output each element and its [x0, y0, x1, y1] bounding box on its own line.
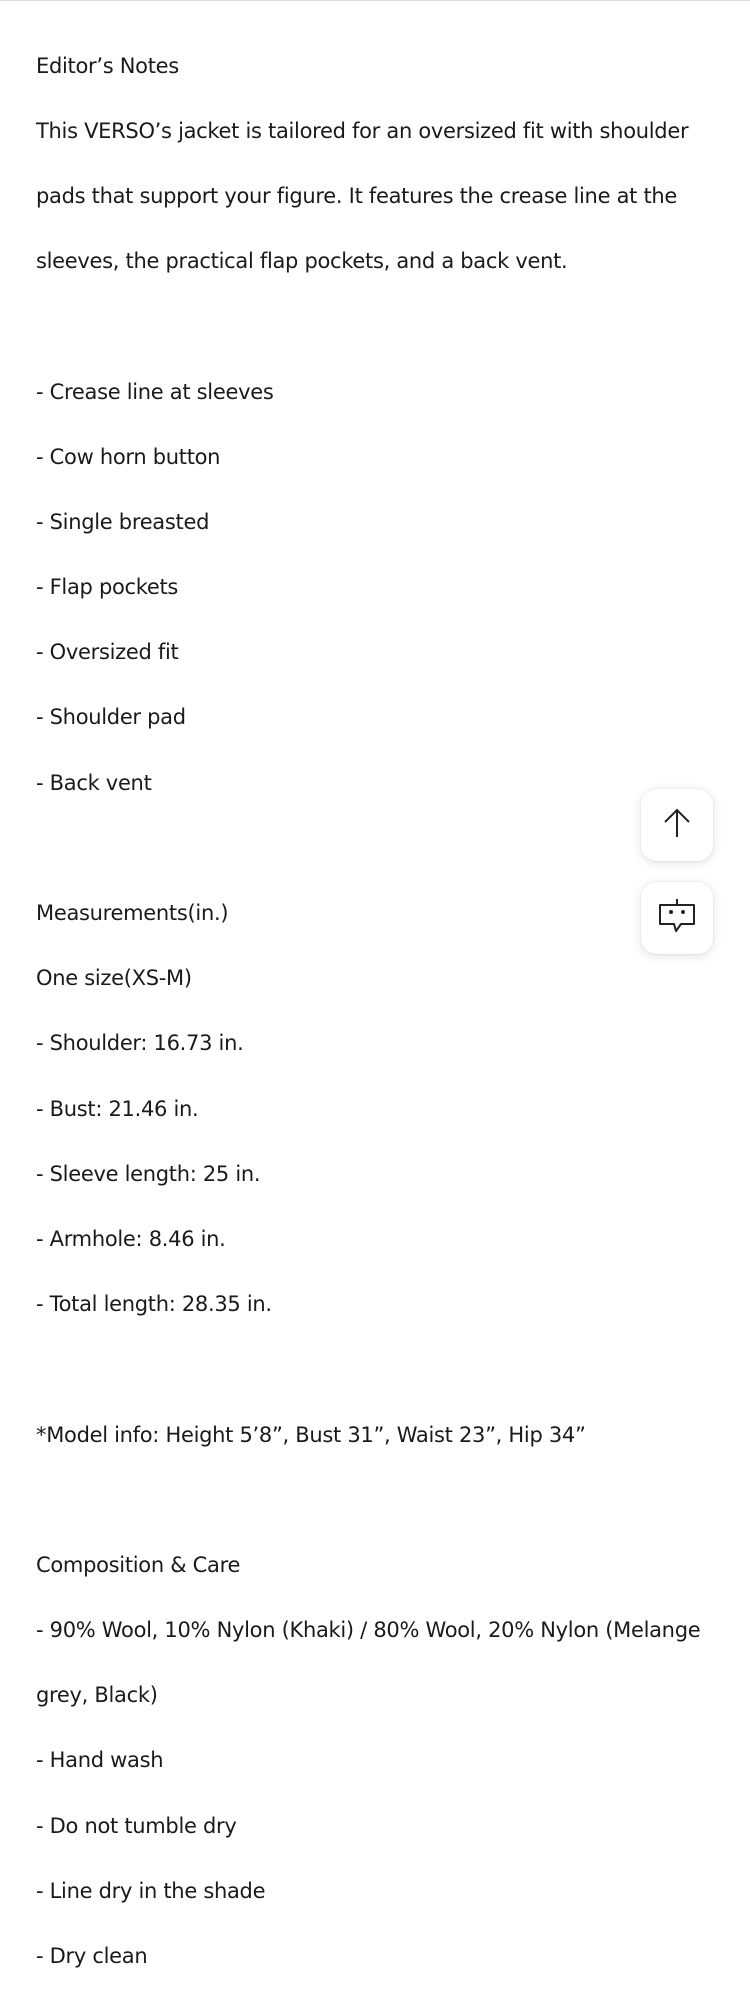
model-info: *Model info: Height 5’8”, Bust 31”, Waist 23”, Hip 34” — [36, 1422, 586, 1447]
feature-item: - Back vent — [36, 770, 152, 795]
feature-item: - Cow horn button — [36, 444, 221, 469]
feature-item: - Shoulder pad — [36, 705, 186, 730]
care-item: - Dry clean — [36, 1944, 148, 1969]
chat-bot-icon — [657, 897, 697, 939]
measurement-item: - Bust: 21.46 in. — [36, 1096, 199, 1121]
care-item: - Line dry in the shade — [36, 1878, 266, 1903]
arrow-up-icon — [660, 806, 694, 844]
feature-item: - Flap pockets — [36, 575, 179, 600]
measurement-item: - Armhole: 8.46 in. — [36, 1226, 226, 1251]
spacer — [36, 1353, 736, 1386]
scroll-to-top-button[interactable] — [641, 789, 713, 861]
measurement-item: - Shoulder: 16.73 in. — [36, 1031, 244, 1056]
size-label: One size(XS-M) — [36, 966, 192, 991]
spacer — [36, 310, 736, 343]
feature-item: - Crease line at sleeves — [36, 379, 274, 404]
top-divider — [0, 0, 750, 1]
care-item: - Hand wash — [36, 1748, 164, 1773]
spacer — [36, 1484, 736, 1517]
care-item: - Do not tumble dry — [36, 1813, 237, 1838]
feature-item: - Oversized fit — [36, 640, 179, 665]
composition-heading: Composition & Care — [36, 1552, 241, 1577]
measurement-item: - Sleeve length: 25 in. — [36, 1161, 261, 1186]
measurements-heading: Measurements(in.) — [36, 901, 229, 926]
description-line-2: pads that support your figure. It features the crease line at the — [36, 183, 678, 208]
product-description — [36, 17, 736, 2005]
spacer — [36, 832, 736, 865]
chat-bot-button[interactable] — [641, 882, 713, 954]
description-line-1: This VERSO’s jacket is tailored for an oversized fit with shoulder — [36, 118, 689, 143]
feature-item: - Single breasted — [36, 509, 210, 534]
composition-line-1: - 90% Wool, 10% Nylon (Khaki) / 80% Wool, 20% Nylon (Melange — [36, 1618, 701, 1643]
composition-line-2: grey, Black) — [36, 1683, 158, 1708]
description-line-3: sleeves, the practical flap pockets, and a back vent. — [36, 249, 568, 274]
editors-notes-heading: Editor’s Notes — [36, 53, 179, 78]
measurement-item: - Total length: 28.35 in. — [36, 1292, 272, 1317]
